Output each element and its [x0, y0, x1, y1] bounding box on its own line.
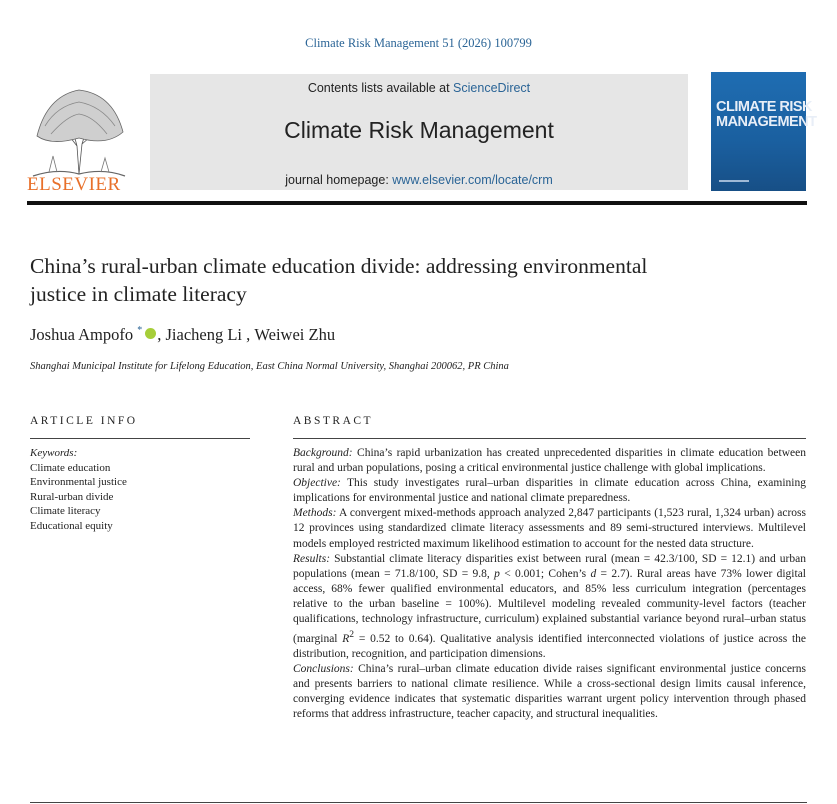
results-p-symbol: p	[494, 567, 500, 580]
keyword: Environmental justice	[30, 476, 127, 488]
abstract-background	[293, 446, 806, 476]
cover-title-line1: CLIMATE RISK	[716, 99, 813, 115]
abstract-objective	[293, 476, 806, 506]
bottom-rule	[30, 802, 807, 803]
cover-footer-strip	[719, 180, 749, 182]
background-label: Background:	[293, 447, 353, 459]
keyword: Educational equity	[30, 519, 113, 532]
corresponding-author-mark[interactable]: *	[137, 325, 143, 336]
background-text: China’s rapid urbanization has created unprecedented disparities in climate education between rural and urban populations, posing a critical environmental justice challenge with global implications.	[293, 447, 806, 475]
keywords-label: Keywords:	[30, 447, 78, 459]
journal-citation[interactable]: Climate Risk Management 51 (2026) 100799	[305, 36, 532, 50]
results-r-superscript: 2	[349, 629, 355, 641]
author-name[interactable]: Joshua Ampofo	[30, 325, 134, 344]
author-separator: ,	[157, 325, 162, 344]
results-text-a: Substantial climate literacy disparities exist between rural (mean = 42.3/100, SD = 12.1) and urban populations (mean = 71.8/100, SD = 9.8,	[293, 552, 806, 580]
article-title: China’s rural-urban climate education divide: addressing environmental justice in climate literacy	[30, 254, 648, 306]
contents-prefix: Contents lists available at	[307, 81, 454, 95]
results-r-symbol: R	[342, 632, 350, 645]
author-name[interactable]: Jiacheng Li	[165, 325, 243, 344]
conclusions-label: Conclusions:	[293, 663, 354, 676]
results-label: Results:	[293, 552, 331, 565]
keyword: Rural-urban divide	[30, 490, 114, 503]
article-info-heading: ARTICLE INFO	[30, 415, 138, 427]
contents-line	[150, 81, 688, 95]
keyword: Climate education	[30, 461, 111, 474]
conclusions-text: China’s rural–urban climate education divide raises significant environmental justice concerns and presents barriers to national climate resilience. While a cross-sectional design limits causal inference, converging evidence indicates that systematic disparities warrant urgent policy intervention through phased reforms that address infrastructure, teacher capacity, and structural inequalities.	[293, 663, 806, 721]
keyword: Climate literacy	[30, 505, 101, 517]
cover-title-line2: MANAGEMENT	[716, 114, 817, 130]
sciencedirect-link[interactable]: ScienceDirect	[453, 81, 531, 95]
results-text-b: < 0.001; Cohen’s	[499, 567, 591, 580]
orcid-icon[interactable]	[145, 328, 156, 339]
abstract-heading: ABSTRACT	[293, 415, 374, 427]
cover-title	[716, 100, 817, 130]
elsevier-wordmark: ELSEVIER	[27, 174, 121, 195]
author-list	[30, 325, 335, 345]
header-rule	[27, 201, 807, 205]
abstract-body	[293, 446, 806, 723]
author-separator: ,	[246, 325, 251, 344]
results-text-c: = 2.7). Rural areas have 73% lower digital access, 68% fewer qualified environmental educators, and 85% less curriculum integration (percentages relative to the urban baseline = 100%). Multilevel modeling revealed community-level factors (teacher qualifications, technology infrastructure, curriculum) explained substantial variance beyond rural–urban status (marginal	[293, 567, 806, 645]
objective-label: Objective:	[293, 477, 341, 490]
journal-cover-image[interactable]	[711, 72, 817, 191]
homepage-link[interactable]: www.elsevier.com/locate/crm	[392, 173, 553, 187]
methods-label: Methods:	[293, 507, 337, 520]
methods-text: A convergent mixed-methods approach analyzed 2,847 participants (1,523 rural, 1,324 urban) across 12 provinces using standardized climate literacy assessments and 89 semi-structured interviews. Multilevel models employed restricted maximum likelihood estimation to account for the nested data structure.	[293, 507, 806, 550]
abstract-results	[293, 552, 806, 662]
objective-text: This study investigates rural–urban disparities in climate education across China, examining implications for environmental justice and national climate preparedness.	[293, 477, 806, 505]
article-info-rule	[30, 438, 250, 439]
author-name[interactable]: Weiwei Zhu	[254, 325, 336, 344]
results-d-symbol: d	[590, 567, 597, 580]
homepage-prefix: journal homepage:	[285, 173, 393, 187]
journal-homepage-line	[150, 173, 688, 187]
keywords-block	[30, 446, 250, 533]
journal-title: Climate Risk Management	[284, 117, 554, 143]
abstract-conclusions	[293, 662, 806, 722]
abstract-methods	[293, 506, 806, 551]
results-text-e: = 0.52 to 0.64). Qualitative analysis identified interconnected violations of justice across the distribution, recognition, and participation dimensions.	[293, 632, 807, 661]
abstract-rule	[293, 438, 806, 439]
affiliation: Shanghai Municipal Institute for Lifelong Education, East China Normal University, Shanghai 200062, PR China	[30, 361, 509, 372]
